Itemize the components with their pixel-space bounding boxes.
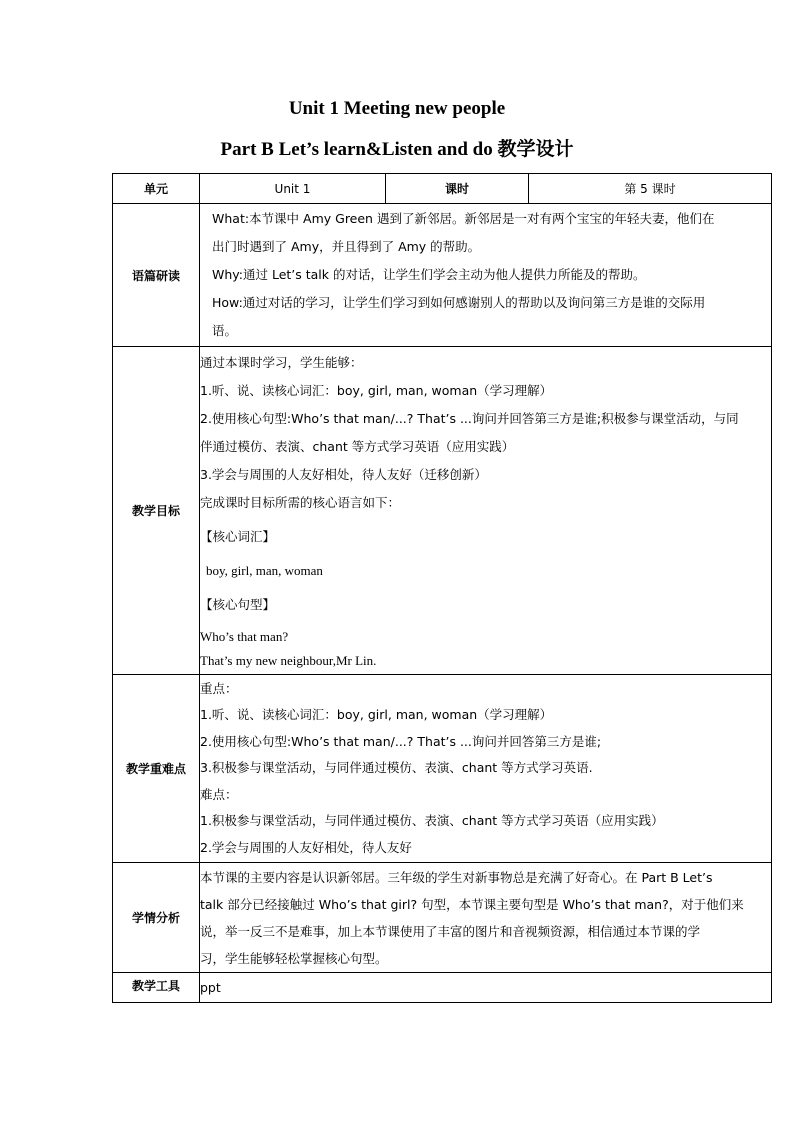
unit-label: 单元 xyxy=(113,174,200,204)
key-point-line: 重点： xyxy=(200,680,238,696)
text-analysis-line: How:通过对话的学习，让学生们学习到如何感谢别人的帮助以及询问第三方是谁的交际用 xyxy=(212,295,706,310)
sentence-heading: 【核心句型】 xyxy=(200,596,276,612)
objective-line: 通过本课时学习，学生能够： xyxy=(200,354,363,370)
key-points-label: 教学重难点 xyxy=(113,675,200,863)
key-point-line: 3.积极参与课堂活动，与同伴通过模仿、表演、chant 等方式学习英语. xyxy=(200,760,593,776)
student-analysis-line: 本节课的主要内容是认识新邻居。三年级的学生对新事物总是充满了好奇心。在 Part B Let’s xyxy=(200,869,713,885)
objective-line: 完成课时目标所需的核心语言如下： xyxy=(200,494,401,510)
objectives-row xyxy=(113,347,772,675)
core-sentence: Who’s that man? xyxy=(200,628,289,644)
student-analysis-content xyxy=(200,863,772,973)
text-analysis-line: 语。 xyxy=(212,323,238,338)
core-vocab: boy, girl, man, woman xyxy=(206,562,323,578)
key-point-line: 2.使用核心句型:Who’s that man/...? That’s ...询问并回答第三方是谁; xyxy=(200,733,602,749)
tools-label: 教学工具 xyxy=(113,973,200,1003)
document-title: Unit 1 Meeting new people xyxy=(288,98,506,119)
objectives-content xyxy=(200,347,772,675)
key-point-line: 难点： xyxy=(200,786,238,802)
key-point-line: 2.学会与周围的人友好相处，待人友好 xyxy=(200,839,412,855)
text-analysis-line: What:本节课中 Amy Green 遇到了新邻居。新邻居是一对有两个宝宝的年轻夫妻，他们在 xyxy=(212,211,715,226)
key-points-content xyxy=(200,675,772,863)
objective-line: 伴通过模仿、表演、chant 等方式学习英语（应用实践） xyxy=(200,438,515,454)
unit-value: Unit 1 xyxy=(200,174,386,204)
text-analysis-row xyxy=(113,204,772,347)
objective-line: 2.使用核心句型:Who’s that man/...? That’s ...询问并回答第三方是谁;积极参与课堂活动，与同 xyxy=(200,410,739,426)
text-analysis-line: Why:通过 Let’s talk 的对话，让学生们学会主动为他人提供力所能及的帮助。 xyxy=(212,267,646,282)
lesson-value: 第 5 课时 xyxy=(529,174,772,204)
objective-line: 3.学会与周围的人友好相处，待人友好（迁移创新） xyxy=(200,466,487,482)
key-point-line: 1.积极参与课堂活动，与同伴通过模仿、表演、chant 等方式学习英语（应用实践） xyxy=(200,813,664,829)
objective-line: 1.听、说、读核心词汇：boy, girl, man, woman（学习理解） xyxy=(200,382,553,398)
student-analysis-line: talk 部分已经接触过 Who’s that girl? 句型，本节课主要句型是 Who’s that man?，对于他们来 xyxy=(200,896,744,912)
lesson-plan-table xyxy=(112,173,772,1003)
core-sentence: That’s my new neighbour,Mr Lin. xyxy=(200,652,377,668)
student-analysis-line: 习，学生能够轻松掌握核心句型。 xyxy=(200,950,388,966)
student-analysis-row xyxy=(113,863,772,973)
objectives-label: 教学目标 xyxy=(113,347,200,675)
lesson-label: 课时 xyxy=(386,174,529,204)
key-point-line: 1.听、说、读核心词汇：boy, girl, man, woman（学习理解） xyxy=(200,707,553,723)
header-row xyxy=(113,174,772,204)
text-analysis-line: 出门时遇到了 Amy，并且得到了 Amy 的帮助。 xyxy=(212,239,481,254)
vocab-heading: 【核心词汇】 xyxy=(200,528,276,544)
tools-value: ppt xyxy=(200,973,772,1003)
tools-row xyxy=(113,973,772,1003)
student-analysis-label: 学情分析 xyxy=(113,863,200,973)
key-points-row xyxy=(113,675,772,863)
text-analysis-content xyxy=(200,204,772,347)
document-subtitle: Part B Let’s learn&Listen and do 教学设计 xyxy=(220,139,574,160)
text-analysis-label: 语篇研读 xyxy=(113,204,200,347)
student-analysis-line: 说，举一反三不是难事，加上本节课使用了丰富的图片和音视频资源，相信通过本节课的学 xyxy=(200,923,701,939)
